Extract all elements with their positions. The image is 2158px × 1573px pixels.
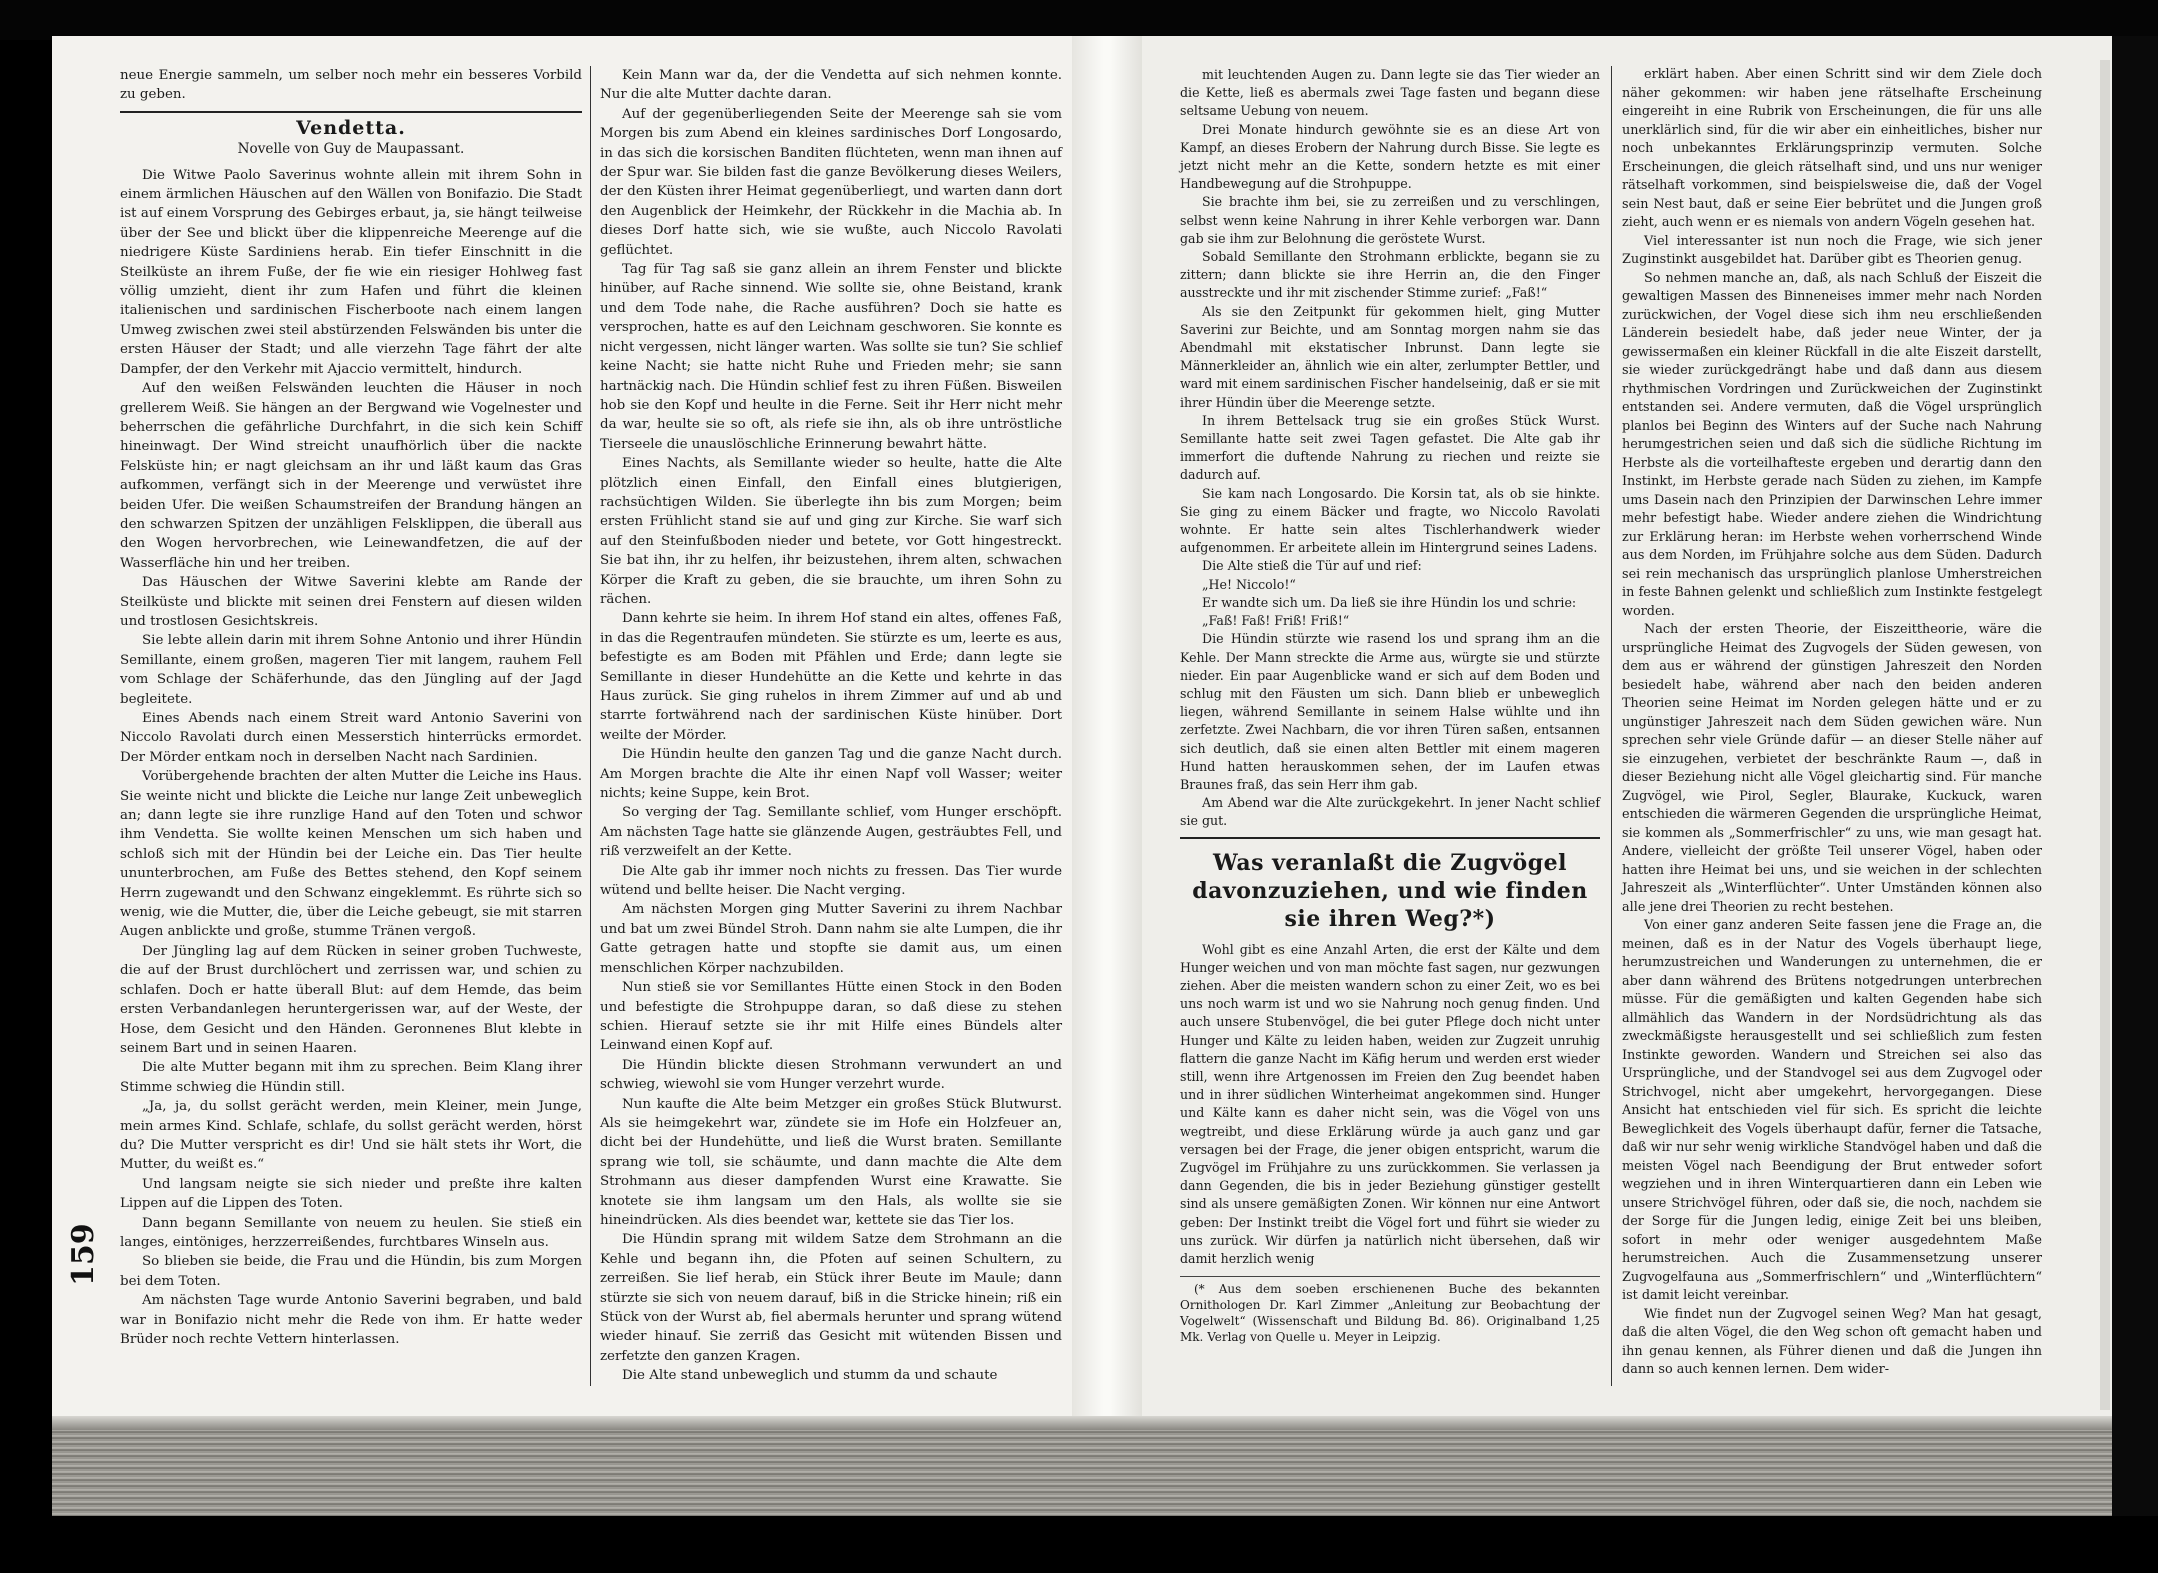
paragraph: Die Alte stand unbeweglich und stumm da und schaute xyxy=(622,1368,998,1384)
paragraph: „Ja, ja, du sollst gerächt werden, mein Kleiner, mein Junge, mein armes Kind. Schlafe, schlafe, du sollst gerächt werden, hörst du? Die Mutter verspricht es dir! Und sie hält stets ihr Wort, die Mutter, du weißt es.“ xyxy=(120,1099,582,1173)
paragraph: Eines Nachts, als Semillante wieder so heulte, hatte die Alte plötzlich einen Einfall, den Einfall eines blutgierigen, rachsüchtigen Wilden. Sie überlegte ihn bis zum Morgen; beim ersten Frühlicht stand sie auf und ging zur Kirche. Sie warf sich auf den Steinfußboden nieder und betete, vor Gott hingestreckt. Sie bat ihn, ihr zu helfen, ihr beizustehen, ihrem alten, schwachen Körper die Kraft zu geben, die sie brauchte, um ihren Sohn zu rächen. xyxy=(600,456,1062,607)
film-border-top xyxy=(0,0,2158,40)
paragraph: Eines Abends nach einem Streit ward Antonio Saverini von Niccolo Ravolati durch einen Messerstich hinterrücks ermordet. Der Mörder entkam noch in derselben Nacht nach Sardinien. xyxy=(120,711,582,765)
story-title: Vendetta. xyxy=(296,116,406,139)
paragraph: Tag für Tag saß sie ganz allein an ihrem Fenster und blickte hinüber, auf Rache sinnend. Wie sollte sie, ohne Beistand, krank und dem Tode nahe, die Rache ausführen? Doch sie hatte es versprochen, hatte es auf den Leichnam geschworen. Sie konnte es nicht vergessen, nicht länger warten. Was sollte sie tun? Sie schlief keine Nacht; sie hatte nicht Ruhe und Frieden mehr; sie sann hartnäckig nach. Die Hündin schlief fest zu ihren Füßen. Bisweilen hob sie den Kopf und heulte in die Ferne. Seit ihr Herr nicht mehr da war, heulte sie so oft, als riefe sie ihn, als ob ihre untröstliche Tierseele die unauslöschliche Erinnerung bewahrt hätte. xyxy=(600,262,1062,452)
paragraph: Auf den weißen Felswänden leuchten die Häuser in noch grellerem Weiß. Sie hängen an der Bergwand wie Vogelnester und beherrschen die gefährliche Durchfahrt, in die sich kein Schiff hineinwagt. Der Wind streicht unaufhörlich über die nackte Felsküste hin; er nagt gleichsam an ihr und läßt kaum das Gras aufkommen, verfängt sich in der Meerenge und verwüstet ihre beiden Ufer. Die weißen Schaumstreifen der Brandung hängen an den schwarzen Spitzen der unzähligen Felsklippen, die überall aus den Wogen hervorbrechen, wie Leinewandfetzen, die auf der Wasserfläche hin und her treiben. xyxy=(120,381,582,571)
film-border-right xyxy=(2112,36,2158,1516)
paragraph: mit leuchtenden Augen zu. Dann legte sie das Tier wieder an die Kette, ließ es abermals zwei Tage fasten und begann diese seltsame Uebung von neuem. xyxy=(1180,67,1600,119)
paragraph: erklärt haben. Aber einen Schritt sind wir dem Ziele doch näher gekommen: wir haben jene rätselhafte Erscheinung eingereiht in eine Rubrik von Erscheinungen, die für uns alle unerklärlich sind, für die wir aber ein einheitliches, bisher nur noch unbekanntes Erklärungsprinzip vermuten. Solche Erscheinungen, die gleich rätselhaft sind, und uns nur weniger rätselhaft vorkommen, sind beispielsweise die, daß der Vogel sein Nest baut, daß er seine Eier bebrütet und die Jungen groß zieht, auch wenn er es niemals von andern Vögeln gesehen hat. xyxy=(1622,67,2042,230)
paragraph: Vorübergehende brachten der alten Mutter die Leiche ins Haus. Sie weinte nicht und blickte die Leiche nur lange Zeit unbeweglich an; dann legte sie ihre runzlige Hand auf den Toten und schwor ihm Vendetta. Sie wollte keinen Menschen um sich haben und schloß sich mit der Hündin bei der Leiche ein. Das Tier heulte ununterbrochen, am Fuße des Bettes stehend, den Kopf seinem Herrn zugewandt und den Schwanz eingeklemmt. Es rührte sich so wenig, wie die Mutter, die, über die Leiche gebeugt, sie mit starren Augen anblickte und große, stumme Tränen vergoß. xyxy=(120,769,582,940)
paragraph: Die Hündin blickte diesen Strohmann verwundert an und schwieg, wiewohl sie vom Hunger verzehrt wurde. xyxy=(600,1057,1062,1093)
paragraph: Die alte Mutter begann mit ihm zu sprechen. Beim Klang ihrer Stimme schwieg die Hündin still. xyxy=(120,1060,582,1095)
page-number: 159 xyxy=(66,1223,101,1286)
paragraph: Sobald Semillante den Strohmann erblickte, begann sie zu zittern; dann blickte sie ihre Herrin an, die den Finger ausstreckte und ihr mit zischender Stimme zurief: „Faß!“ xyxy=(1180,249,1600,301)
column-1 xyxy=(120,66,582,1349)
paragraph: So verging der Tag. Semillante schlief, vom Hunger erschöpft. Am nächsten Tage hatte sie glänzende Augen, gesträubtes Fell, und riß verzweifelt an der Kette. xyxy=(600,805,1062,860)
section-rule xyxy=(120,111,582,113)
paragraph: „Faß! Faß! Friß! Friß!“ xyxy=(1202,613,1350,629)
column-2 xyxy=(600,66,1062,1386)
paragraph: Kein Mann war da, der die Vendetta auf sich nehmen konnte. Nur die alte Mutter dachte daran. xyxy=(600,68,1062,103)
article-title: Was veranlaßt die Zugvögel davonzuziehen, und wie finden sie ihren Weg?*) xyxy=(1192,849,1588,932)
paragraph: So nehmen manche an, daß, als nach Schluß der Eiszeit die gewaltigen Massen des Binneneises immer mehr nach Norden zurückwichen, der Vogel diese sich ihm neu erschließenden Länderein besiedelt habe, daß jeder neue Winter, der ja gewissermaßen ein kleiner Rückfall in die alte Eiszeit darstellt, sie wieder zurückgedrängt habe und daß dann aus diesem rhythmischen Vordringen und Zurückweichen der Zuginstinkt entstanden sei. Andere vermuten, daß die Vögel ursprünglich planlos bei Beginn des Winters auf der Suche nach Nahrung herumgestrichen seien und daß sich die südliche Richtung im Herbste als die vorteilhafteste ergeben und derartig dann den Instinkt, im Herbste gerade nach Süden zu ziehen, im Kampfe ums Dasein nach den Prinzipien der Darwinschen Lehre immer mehr befestigt habe. Wieder andere ziehen die Windrichtung zur Erklärung heran: im Herbste wehen vorherrschend Winde aus dem Norden, im Frühjahre solche aus dem Süden. Dadurch sei rein mechanisch das ursprünglich planlose Umherstreichen in feste Bahnen gelenkt und schließlich zum Instinkte festgelegt worden. xyxy=(1622,270,2042,619)
paragraph: Von einer ganz anderen Seite fassen jene die Frage an, die meinen, daß es in der Natur des Vogels überhaupt liege, herumzustreichen und Wanderungen zu unternehmen, die er aber dann während des Brütens notgedrungen unterbrechen müsse. Für die gemäßigten und kalten Gegenden habe sich allmählich das Wandern in der Nordsüdrichtung als das zweckmäßigste herausgestellt und sei schließlich zum festen Instinkte geworden. Wandern und Streichen sei also das Ursprüngliche, und der Standvogel sei aus dem Zugvogel oder Strichvogel, nicht aber umgekehrt, hervorgegangen. Diese Ansicht hat entschieden viel für sich. Es spricht die leichte Beweglichkeit des Vogels überhaupt dafür, ferner die Tatsache, daß wir nur sehr wenig wirkliche Standvögel haben und daß die meisten Vögel nach Beendigung der Brut entweder sofort wegziehen und in ihren Winterquartieren dann ein Leben wie unsere Strichvögel führen, oder daß sie, die noch, nachdem sie der Sorge für die Jungen ledig, einige Zeit bei uns bleiben, sofort in mehr oder weniger ausgedehntem Maße herumstreichen. Auch die Zusammensetzung unserer Zugvogelfauna aus „Sommerfrischlern“ und „Winterflüchtern“ ist damit leicht vereinbar. xyxy=(1622,918,2042,1303)
paragraph: Viel interessanter ist nun noch die Frage, wie sich jener Zuginstinkt ausgebildet hat. Darüber gibt es Theorien genug. xyxy=(1622,233,2042,267)
paragraph: Drei Monate hindurch gewöhnte sie es an diese Art von Kampf, an dieses Erobern der Nahrung durch Bisse. Sie legte es jetzt nicht mehr an die Kette, sondern hetzte es mit einer Handbewegung auf die Strohpuppe. xyxy=(1180,121,1600,192)
page-gutter xyxy=(1072,36,1142,1416)
paragraph: Sie brachte ihm bei, sie zu zerreißen und zu verschlingen, selbst wenn keine Nahrung in ihrer Kehle verborgen war. Dann gab sie ihm zur Belohnung die geröstete Wurst. xyxy=(1180,194,1600,246)
paragraph: Dann begann Semillante von neuem zu heulen. Sie stieß ein langes, eintöniges, herzzerreißendes, furchtbares Winseln aus. xyxy=(120,1215,582,1250)
paragraph: So blieben sie beide, die Frau und die Hündin, bis zum Morgen bei dem Toten. xyxy=(120,1254,582,1289)
paragraph: Wie findet nun der Zugvogel seinen Weg? Man hat gesagt, daß die alten Vögel, die den Weg schon oft gemacht haben und ihn genau kennen, als Führer dienen und daß die Jungen ihn dann so auch kennen lernen. Dem wider- xyxy=(1622,1306,2042,1377)
paragraph: Am nächsten Tage wurde Antonio Saverini begraben, und bald war in Bonifazio nicht mehr die Rede von ihm. Er hatte weder Brüder noch rechte Vettern hinterlassen. xyxy=(120,1293,582,1347)
column-3 xyxy=(1180,66,1600,1345)
paragraph: Die Hündin stürzte wie rasend los und sprang ihm an die Kehle. Der Mann streckte die Arme aus, würgte sie und stürzte nieder. Ein paar Augenblicke wand er sich auf dem Boden und schlug mit den Fäusten um sich. Dann blieb er unbeweglich liegen, während Semillante in seinem Halse wühlte und ihn zerfetzte. Zwei Nachbarn, die vor ihren Türen saßen, entsannen sich deutlich, daß sie einen alten Bettler mit einem mageren Hund hatten herauskommen sehen, der im Laufen etwas Braunes fraß, das sein Herr ihm gab. xyxy=(1180,631,1600,792)
section-rule xyxy=(1180,837,1600,839)
paragraph: Nach der ersten Theorie, der Eiszeittheorie, wäre die ursprüngliche Heimat des Zugvogels der Süden gewesen, von dem aus er während der günstigen Jahreszeit den Norden besiedelt habe, während aber nach den beiden anderen Theorien seine Heimat im Norden gelegen hätte und er zu ungünstiger Jahreszeit nach dem Süden gewichen wäre. Nun sprechen sehr viele Gründe dafür — an dieser Stelle näher auf sie einzugehen, verbietet der beschränkte Raum —, daß in dieser Beziehung nicht alle Vögel gleichartig sind. Für manche Zugvögel, wie Pirol, Segler, Blaurake, Kuckuck, waren entschieden die wärmeren Gegenden die ursprüngliche Heimat, sie kommen als „Sommerfrischler“ zu uns, wie man gesagt hat. Andere, vielleicht der größte Teil unserer Vögel, haben oder hatten ihre Heimat bei uns, und sie weichen in der schlechten Jahreszeit als „Winterflüchter“. Unter Umständen können also alle jene drei Theorien zu recht bestehen. xyxy=(1622,622,2042,915)
paragraph: Die Alte stieß die Tür auf und rief: xyxy=(1202,558,1422,574)
column-divider xyxy=(590,66,591,1386)
story-subtitle: Novelle von Guy de Maupassant. xyxy=(237,141,465,158)
column-divider xyxy=(1611,66,1612,1386)
paragraph: Sie kam nach Longosardo. Die Korsin tat, als ob sie hinkte. Sie ging zu einem Bäcker und fragte, wo Niccolo Ravolati wohnte. Er hatte sein altes Tischlerhandwerk wieder aufgenommen. Er arbeitete allein im Hintergrund seines Ladens. xyxy=(1180,485,1600,556)
paragraph: Am nächsten Morgen ging Mutter Saverini zu ihrem Nachbar und bat um zwei Bündel Stroh. Dann nahm sie alte Lumpen, die ihr Gatte getragen hatte und stopfte sie damit aus, um einen menschlichen Körper nachzubilden. xyxy=(600,902,1062,976)
paragraph: Der Jüngling lag auf dem Rücken in seiner groben Tuchweste, die auf der Brust durchlöchert und zerrissen war, und schien zu schlafen. Doch er hatte überall Blut: auf dem Hemde, das beim ersten Verbandanlegen heruntergerissen war, auf der Weste, der Hose, dem Gesicht und den Händen. Geronnenes Blut klebte in seinem Bart und in seinen Haaren. xyxy=(120,943,582,1056)
footnote: (* Aus dem soeben erschienenen Buche des bekannten Ornithologen Dr. Karl Zimmer „Anleitung zur Beobachtung der Vogelwelt“ (Wissenschaft und Bildung Bd. 86). Originalband 1,25 Mk. Verlag von Quelle u. Meyer in Leipzig. xyxy=(1180,1276,1600,1345)
paragraph: Er wandte sich um. Da ließ sie ihre Hündin los und schrie: xyxy=(1202,594,1577,610)
paragraph: Die Hündin heulte den ganzen Tag und die ganze Nacht durch. Am Morgen brachte die Alte ihr einen Napf voll Wasser; weiter nichts; keine Suppe, kein Brot. xyxy=(600,747,1062,802)
paragraph: Die Witwe Paolo Saverinus wohnte allein mit ihrem Sohn in einem ärmlichen Häuschen auf den Wällen von Bonifazio. Die Stadt ist auf einem Vorsprung des Gebirges erbaut, ja, sie hängt teilweise über der See und blickt über die klippenreiche Meerenge auf die niedrigere Küste Sardiniens herab. Ein tiefer Einschnitt in die Steilküste an ihrem Fuße, der fie wie ein riesiger Hohlweg fast völlig umzieht, dient ihr zum Hafen und führt die kleinen italienischen und sardinischen Fischerboote nach einem langen Umweg zwischen zwei steil abstürzenden Felswänden bis unter die ersten Häuser der Stadt; und alle vierzehn Tage fährt der alte Dampfer, der den Verkehr mit Ajaccio vermittelt, hindurch. xyxy=(120,167,582,377)
paragraph: Nun stieß sie vor Semillantes Hütte einen Stock in den Boden und befestigte die Strohpuppe daran, so daß diese zu stehen schien. Hierauf setzte sie ihr mit Hilfe eines Bündels alter Leinwand einen Kopf auf. xyxy=(600,980,1062,1054)
paragraph: Wohl gibt es eine Anzahl Arten, die erst der Kälte und dem Hunger weichen und von man möchte fast sagen, nur gezwungen ziehen. Aber die meisten wandern schon zu einer Zeit, wo es bei uns noch warm ist und wo sie Nahrung noch genug finden. Und auch unsere Stubenvögel, die bei guter Pflege doch nicht unter Hunger und Kälte zu leiden haben, weiden zur Zugzeit unruhig flattern die ganze Nacht im Käfig herum und werden erst wieder still, wenn ihre Artgenossen im Freien den Zug beendet haben und in ihrer südlichen Winterheimat angekommen sind. Hunger und Kälte kann es daher nicht sein, was die Vögel von uns wegtreibt, und diese Erklärung würde ja auch ganz und gar versagen bei der Frage, die jener obigen entspricht, warum die Zugvögel im Frühjahre zu uns zurückkommen. Sie verlassen ja dann Gegenden, die bis in jeder Beziehung günstiger gestellt sind als unsere gemäßigten Zonen. Wir können nur eine Antwort geben: Der Instinkt treibt die Vögel fort und führt sie wieder zu uns zurück. Wir dürfen ja natürlich nicht übersehen, daß wir damit herzlich wenig xyxy=(1180,941,1600,1266)
paragraph: Das Häuschen der Witwe Saverini klebte am Rande der Steilküste und blickte mit seinen drei Fenstern auf diesen wilden und trostlosen Gesichtskreis. xyxy=(120,575,582,629)
next-page-edge xyxy=(2100,60,2110,1410)
paragraph: Auf der gegenüberliegenden Seite der Meerenge sah sie vom Morgen bis zum Abend ein kleines sardinisches Dorf Longosardo, in das sich die korsischen Banditen flüchteten, wenn man ihnen auf der Spur war. Sie bilden fast die ganze Bevölkerung dieses Weilers, der den Küsten ihrer Heimat gegenüberliegt, und warten dann dort den Augenblick der Heimkehr, der Rückkehr in die Machia ab. In dieses Dorf hatte sich, wie sie wußte, auch Niccolo Ravolati geflüchtet. xyxy=(600,106,1062,258)
intro-text: neue Energie sammeln, um selber noch mehr ein besseres Vorbild zu geben. xyxy=(120,68,582,103)
paragraph: In ihrem Bettelsack trug sie ein großes Stück Wurst. Semillante hatte seit zwei Tagen gefastet. Die Alte gab ihr immerfort die duftende Nahrung zu riechen und reizte sie dadurch auf. xyxy=(1180,412,1600,483)
paragraph: Als sie den Zeitpunkt für gekommen hielt, ging Mutter Saverini zur Beichte, und am Sonntag morgen nahm sie das Abendmahl mit ekstatischer Inbrunst. Dann legte sie Männerkleider an, ähnlich wie ein alter, zerlumpter Bettler, und ward mit einem sardinischen Fischer handelseinig, daß er sie mit ihrer Hündin über die Meerenge setzte. xyxy=(1180,303,1600,410)
paragraph: „He! Niccolo!“ xyxy=(1202,576,1296,592)
column-4 xyxy=(1622,66,2042,1380)
paragraph: Die Alte gab ihr immer noch nichts zu fressen. Das Tier wurde wütend und bellte heiser. Die Nacht verging. xyxy=(600,863,1062,899)
paragraph: Und langsam neigte sie sich nieder und preßte ihre kalten Lippen auf die Lippen des Toten. xyxy=(120,1176,582,1212)
paragraph: Die Hündin sprang mit wildem Satze dem Strohmann an die Kehle und begann ihn, die Pfoten auf seinen Schultern, zu zerreißen. Sie lief herab, ein Stück ihrer Beute im Maule; dann stürzte sie sich von neuem darauf, biß in die Stricke hinein; riß ein Stück von der Wurst ab, fiel abermals herunter und sprang wütend wieder hinauf. Sie zerriß das Gesicht mit wütenden Bissen und zerfetzte den ganzen Kragen. xyxy=(600,1232,1062,1364)
paragraph: Am Abend war die Alte zurückgekehrt. In jener Nacht schlief sie gut. xyxy=(1180,795,1600,829)
paragraph: Sie lebte allein darin mit ihrem Sohne Antonio und ihrer Hündin Semillante, einem großen, mageren Tier mit langem, rauhem Fell vom Schlage der Schäferhunde, das den Jüngling auf der Jagd begleitete. xyxy=(120,633,582,707)
paragraph: Nun kaufte die Alte beim Metzger ein großes Stück Blutwurst. Als sie heimgekehrt war, zündete sie im Hofe ein Holzfeuer an, dicht bei der Hundehütte, und ließ die Wurst braten. Semillante sprang wie toll, sie schäumte, und dann machte die Alte dem Strohmann aus dieser dampfenden Wurst eine Krawatte. Sie knotete sie ihm langsam um den Hals, als wollte sie sie hineindrücken. Als dies beendet war, kettete sie das Tier los. xyxy=(600,1096,1062,1228)
page-stack-edges xyxy=(52,1416,2112,1516)
paragraph: Dann kehrte sie heim. In ihrem Hof stand ein altes, offenes Faß, in das die Regentraufen mündeten. Sie stürzte es um, leerte es aus, befestigte es am Boden mit Pfählen und Erde; dann legte sie Semillante in dieser Hundehütte an die Kette und kehrte in das Haus zurück. Sie ging ruhelos in ihrem Zimmer auf und ab und starrte fortwährend nach der sardinischen Küste hinüber. Dort weilte der Mörder. xyxy=(600,611,1062,743)
newspaper-spread xyxy=(52,36,2112,1416)
